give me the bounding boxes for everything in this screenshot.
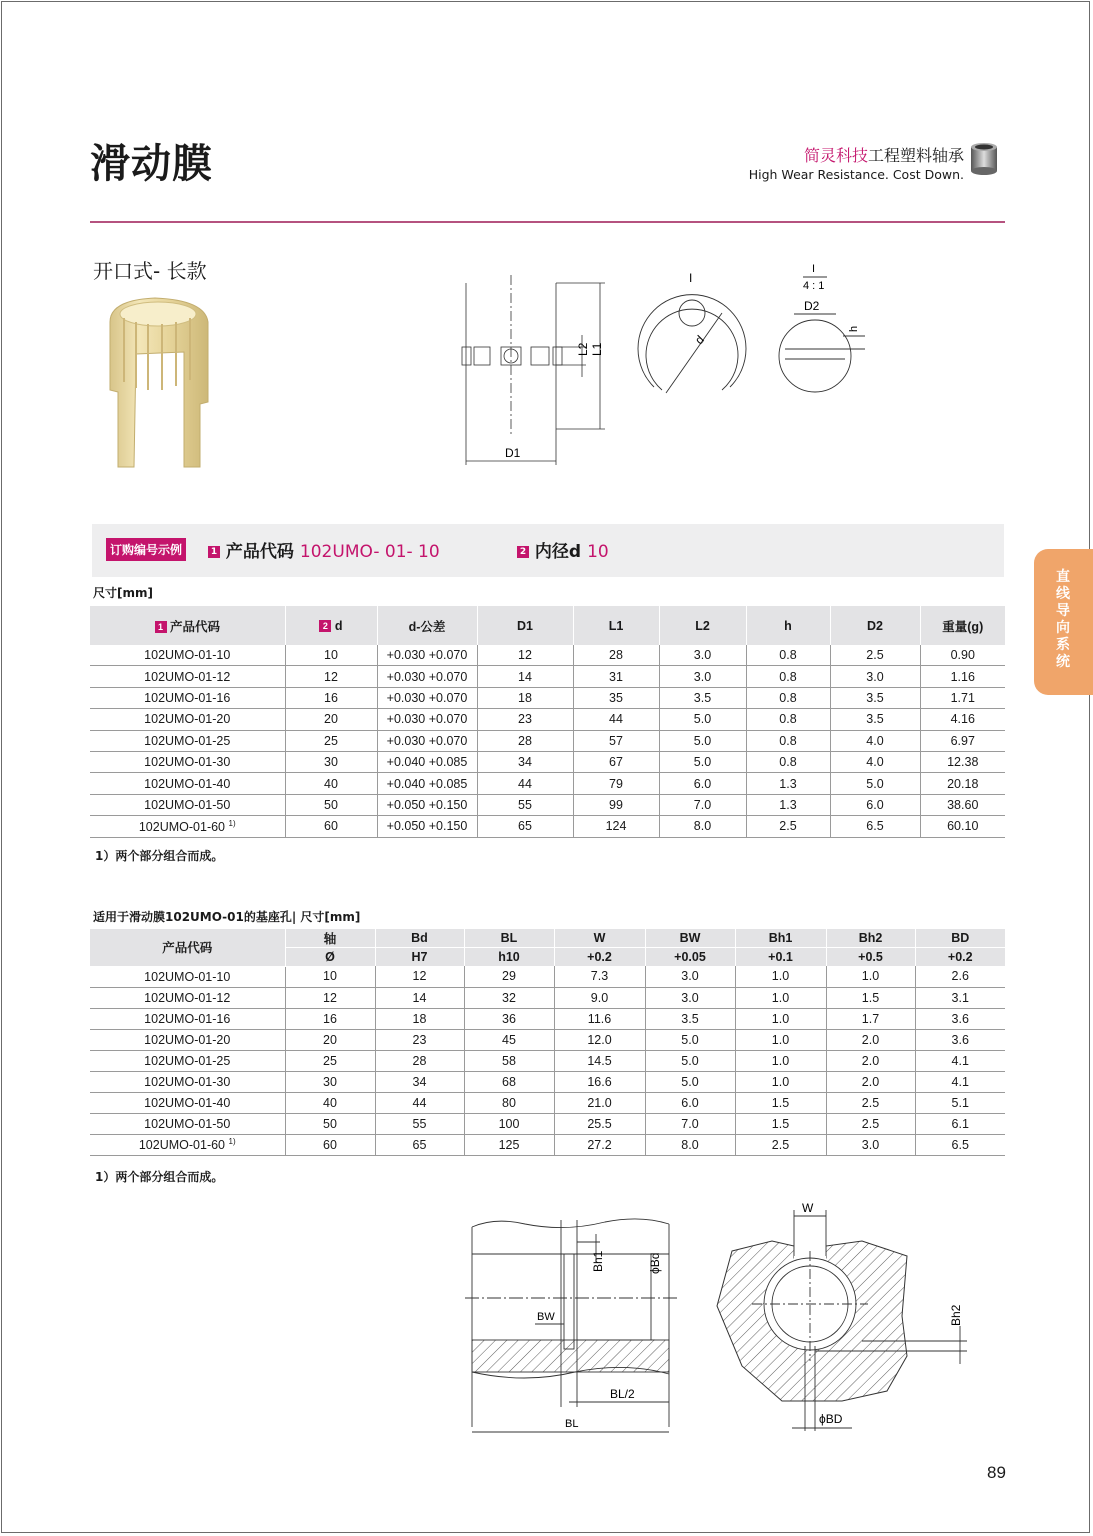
table-cell: 16 <box>285 1008 375 1029</box>
table-cell: 2.5 <box>826 1113 915 1134</box>
label-bh2: Bh2 <box>949 1304 963 1326</box>
page-title: 滑动膜 <box>90 141 213 187</box>
table-cell: 12 <box>285 666 377 687</box>
table-cell: 20 <box>285 1029 375 1050</box>
table-row <box>90 966 1005 987</box>
table-row <box>90 794 1005 815</box>
table-cell: 6.5 <box>915 1134 1005 1155</box>
table-cell: 1.0 <box>735 1071 826 1092</box>
label-bd: ϕBd <box>648 1252 662 1274</box>
table-cell: 4.0 <box>830 730 920 751</box>
table-row <box>90 1092 1005 1113</box>
label-i: I <box>689 271 693 285</box>
housing-table <box>90 929 1005 1156</box>
table-cell: 35 <box>573 687 659 708</box>
table-cell: 102UMO-01-12 <box>90 987 285 1008</box>
order-code-value: 102UMO- 01- 10 <box>299 542 440 562</box>
table-cell: 5.0 <box>659 730 746 751</box>
table-row <box>90 1071 1005 1092</box>
table-cell: 16.6 <box>554 1071 645 1092</box>
table-cell: 60 <box>285 816 377 837</box>
label-bl-half: BL/2 <box>610 1387 635 1401</box>
table-cell: 10 <box>285 645 377 666</box>
label-bl: BL <box>565 1418 579 1430</box>
table-cell: 102UMO-01-60 $^{1)}$ <box>90 1134 285 1155</box>
table-cell: 0.8 <box>746 730 830 751</box>
label-bw: BW <box>537 1311 555 1323</box>
table-row <box>90 687 1005 708</box>
table-cell: +0.050 +0.150 <box>377 794 477 815</box>
table-cell: 102UMO-01-30 <box>90 751 285 772</box>
table-cell: 1.0 <box>735 1050 826 1071</box>
label-bh1: Bh1 <box>591 1250 605 1272</box>
table-cell: 67 <box>573 751 659 772</box>
col-header: 重量(g) <box>920 606 1005 645</box>
num-badge: 2 <box>517 546 529 558</box>
table-cell: 5.0 <box>659 709 746 730</box>
table-cell: 21.0 <box>554 1092 645 1113</box>
table-cell: 2.0 <box>826 1071 915 1092</box>
table-cell: 50 <box>285 794 377 815</box>
table-cell: 102UMO-01-16 <box>90 1008 285 1029</box>
brand-slogan: High Wear Resistance. Cost Down. <box>748 167 964 182</box>
table-cell: 57 <box>573 730 659 751</box>
table-cell: 0.8 <box>746 645 830 666</box>
table-cell: 7.3 <box>554 966 645 987</box>
label-l2: L2 <box>576 342 590 356</box>
table-cell: 102UMO-01-50 <box>90 1113 285 1134</box>
table-cell: 30 <box>285 1071 375 1092</box>
table-cell: 3.0 <box>645 987 735 1008</box>
table-cell: 3.0 <box>830 666 920 687</box>
table-cell: 55 <box>375 1113 464 1134</box>
table-cell: 58 <box>464 1050 554 1071</box>
table-cell: 102UMO-01-60 $^{1)}$ <box>90 816 285 837</box>
col-header: BW <box>645 929 735 948</box>
label-l1: L1 <box>590 342 604 356</box>
col-subheader: +0.1 <box>735 948 826 967</box>
label-bd-small: ϕBD <box>819 1412 843 1426</box>
side-view-drawing <box>455 265 615 475</box>
table-cell: 28 <box>375 1050 464 1071</box>
label-scale: 4 : 1 <box>803 280 825 292</box>
table-cell: 7.0 <box>659 794 746 815</box>
table2-caption: 适用于滑动膜102UMO-01的基座孔| 尺寸[mm] <box>93 910 361 924</box>
table-cell: 44 <box>477 773 573 794</box>
col-subheader: +0.05 <box>645 948 735 967</box>
table-cell: 25 <box>285 1050 375 1071</box>
col-subheader: +0.5 <box>826 948 915 967</box>
col-header: W <box>554 929 645 948</box>
col-subheader: +0.2 <box>554 948 645 967</box>
table-cell: 2.6 <box>915 966 1005 987</box>
table-cell: 3.0 <box>659 645 746 666</box>
num-badge: 1 <box>208 546 220 558</box>
table-cell: 6.97 <box>920 730 1005 751</box>
table-cell: 23 <box>375 1029 464 1050</box>
table-cell: 20.18 <box>920 773 1005 794</box>
table2-footnote: 1）两个部分组合而成。 <box>95 1170 224 1184</box>
table-cell: 44 <box>375 1092 464 1113</box>
table-cell: 14.5 <box>554 1050 645 1071</box>
table-cell: +0.050 +0.150 <box>377 816 477 837</box>
table-cell: 1.7 <box>826 1008 915 1029</box>
table-cell: 2.0 <box>826 1050 915 1071</box>
side-tab <box>1034 549 1093 695</box>
table-cell: 2.5 <box>746 816 830 837</box>
table-cell: 1.0 <box>826 966 915 987</box>
table-cell: 102UMO-01-16 <box>90 687 285 708</box>
table-cell: 14 <box>477 666 573 687</box>
table-cell: 27.2 <box>554 1134 645 1155</box>
table-cell: 5.0 <box>645 1029 735 1050</box>
table-cell: 12 <box>285 987 375 1008</box>
table-cell: 44 <box>573 709 659 730</box>
table-cell: 14 <box>375 987 464 1008</box>
order-code-label: 产品代码 <box>225 542 294 562</box>
table-cell: 8.0 <box>645 1134 735 1155</box>
order-tag: 订购编号示例 <box>106 538 186 561</box>
table-cell: 5.0 <box>645 1071 735 1092</box>
table-cell: 38.60 <box>920 794 1005 815</box>
col-header: Bh2 <box>826 929 915 948</box>
table-cell: 28 <box>573 645 659 666</box>
table-cell: 34 <box>477 751 573 772</box>
table-cell: 8.0 <box>659 816 746 837</box>
col-header: BD <box>915 929 1005 948</box>
table-cell: 6.5 <box>830 816 920 837</box>
table-cell: 1.0 <box>735 1008 826 1029</box>
table-cell: +0.040 +0.085 <box>377 773 477 794</box>
table-cell: 1.5 <box>826 987 915 1008</box>
table-cell: 23 <box>477 709 573 730</box>
table-cell: 3.6 <box>915 1008 1005 1029</box>
table-cell: 5.0 <box>645 1050 735 1071</box>
table-cell: 18 <box>375 1008 464 1029</box>
table-cell: 16 <box>285 687 377 708</box>
table-header-row <box>90 929 1005 948</box>
table-cell: 9.0 <box>554 987 645 1008</box>
table-cell: 50 <box>285 1113 375 1134</box>
table-cell: +0.030 +0.070 <box>377 687 477 708</box>
table-cell: +0.030 +0.070 <box>377 645 477 666</box>
table-cell: 45 <box>464 1029 554 1050</box>
table-cell: 5.0 <box>830 773 920 794</box>
table-row <box>90 773 1005 794</box>
table-cell: 102UMO-01-12 <box>90 666 285 687</box>
table-cell: +0.030 +0.070 <box>377 730 477 751</box>
table-cell: 40 <box>285 1092 375 1113</box>
table-cell: 3.5 <box>645 1008 735 1029</box>
table-cell: 60.10 <box>920 816 1005 837</box>
col-header: D1 <box>477 606 573 645</box>
col-header: d-公差 <box>377 606 477 645</box>
table-row <box>90 645 1005 666</box>
table-row <box>90 1029 1005 1050</box>
table-row <box>90 987 1005 1008</box>
col-header: 轴 <box>285 929 375 948</box>
table-cell: 40 <box>285 773 377 794</box>
table-cell: 31 <box>573 666 659 687</box>
table-cell: 65 <box>477 816 573 837</box>
label-d: d <box>692 332 707 348</box>
table-cell: 18 <box>477 687 573 708</box>
table-cell: 5.0 <box>659 751 746 772</box>
page-number: 89 <box>987 1463 1006 1482</box>
col-header: D2 <box>830 606 920 645</box>
col-subheader: Ø <box>285 948 375 967</box>
table-cell: 102UMO-01-30 <box>90 1071 285 1092</box>
table-cell: 4.0 <box>830 751 920 772</box>
table-cell: 1.0 <box>735 987 826 1008</box>
table-cell: 100 <box>464 1113 554 1134</box>
table-cell: 102UMO-01-40 <box>90 1092 285 1113</box>
brand-block <box>749 143 964 182</box>
table-cell: 3.5 <box>659 687 746 708</box>
table-cell: 102UMO-01-20 <box>90 1029 285 1050</box>
table-row <box>90 709 1005 730</box>
table-cell: 1.16 <box>920 666 1005 687</box>
table-cell: 20 <box>285 709 377 730</box>
table-row <box>90 1113 1005 1134</box>
table-cell: 4.1 <box>915 1050 1005 1071</box>
table-cell: 1.5 <box>735 1092 826 1113</box>
table-cell: 2.0 <box>826 1029 915 1050</box>
table-cell: 102UMO-01-40 <box>90 773 285 794</box>
header-rule <box>90 221 1005 223</box>
table-cell: 3.1 <box>915 987 1005 1008</box>
col-subheader: h10 <box>464 948 554 967</box>
col-header: h <box>746 606 830 645</box>
detail-drawing <box>765 262 865 402</box>
table-cell: 28 <box>477 730 573 751</box>
table-row <box>90 751 1005 772</box>
table-cell: 102UMO-01-25 <box>90 1050 285 1071</box>
table-cell: 1.3 <box>746 794 830 815</box>
table-cell: 0.90 <box>920 645 1005 666</box>
table-cell: 3.0 <box>659 666 746 687</box>
table-cell: 68 <box>464 1071 554 1092</box>
table-cell: 2.5 <box>735 1134 826 1155</box>
label-d2: D2 <box>804 299 820 313</box>
table-cell: 3.5 <box>830 709 920 730</box>
table-cell: +0.030 +0.070 <box>377 709 477 730</box>
table-cell: 3.0 <box>826 1134 915 1155</box>
table-cell: 0.8 <box>746 687 830 708</box>
table-cell: 0.8 <box>746 709 830 730</box>
table-cell: 30 <box>285 751 377 772</box>
footnote-marker: 1) <box>228 818 236 828</box>
table-cell: 6.0 <box>645 1092 735 1113</box>
label-w: W <box>802 1201 814 1215</box>
table-cell: 11.6 <box>554 1008 645 1029</box>
col-header: L2 <box>659 606 746 645</box>
table-cell: 25.5 <box>554 1113 645 1134</box>
table-cell: 99 <box>573 794 659 815</box>
table-cell: 55 <box>477 794 573 815</box>
table-cell: 102UMO-01-10 <box>90 645 285 666</box>
col-header: BL <box>464 929 554 948</box>
col-header: Bd <box>375 929 464 948</box>
housing-end-drawing <box>712 1196 972 1441</box>
num-badge: 1 <box>155 621 167 633</box>
table-cell: 60 <box>285 1134 375 1155</box>
end-view-drawing <box>632 265 752 405</box>
table-cell: 5.1 <box>915 1092 1005 1113</box>
table-cell: 7.0 <box>645 1113 735 1134</box>
table-cell: 10 <box>285 966 375 987</box>
table-cell: 6.0 <box>659 773 746 794</box>
order-item-code <box>208 537 440 562</box>
table-cell: 32 <box>464 987 554 1008</box>
table-row <box>90 666 1005 687</box>
bearing-icon <box>968 140 1000 176</box>
label-detail-i: I <box>812 263 816 275</box>
order-diameter-value: 10 <box>587 542 609 562</box>
table-cell: 3.0 <box>645 966 735 987</box>
table-cell: 3.6 <box>915 1029 1005 1050</box>
col-header: L1 <box>573 606 659 645</box>
col-header: 产品代码 <box>90 929 285 966</box>
table-cell: 1.0 <box>735 1029 826 1050</box>
table-cell: 0.8 <box>746 666 830 687</box>
table-cell: 80 <box>464 1092 554 1113</box>
table-cell: 1.71 <box>920 687 1005 708</box>
table1-caption: 尺寸[mm] <box>93 586 153 600</box>
table-cell: +0.040 +0.085 <box>377 751 477 772</box>
table1-footnote: 1）两个部分组合而成。 <box>95 849 224 863</box>
table-cell: 25 <box>285 730 377 751</box>
table-cell: 79 <box>573 773 659 794</box>
table-header-row <box>90 606 1005 645</box>
table-cell: 102UMO-01-25 <box>90 730 285 751</box>
table-cell: 0.8 <box>746 751 830 772</box>
table-row <box>90 816 1005 837</box>
table-cell: 36 <box>464 1008 554 1029</box>
col-header: Bh1 <box>735 929 826 948</box>
table-row <box>90 1134 1005 1155</box>
table-cell: 1.3 <box>746 773 830 794</box>
product-photo <box>100 292 220 472</box>
order-item-diameter <box>517 537 609 562</box>
table-cell: 65 <box>375 1134 464 1155</box>
table-row <box>90 730 1005 751</box>
table-row <box>90 1008 1005 1029</box>
table-cell: 29 <box>464 966 554 987</box>
col-subheader: +0.2 <box>915 948 1005 967</box>
table-cell: 1.0 <box>735 966 826 987</box>
table-cell: 12.38 <box>920 751 1005 772</box>
table-cell: 102UMO-01-20 <box>90 709 285 730</box>
housing-section-drawing <box>465 1212 680 1442</box>
col-header: 2 d <box>285 606 377 645</box>
table-cell: 102UMO-01-10 <box>90 966 285 987</box>
table-cell: 12 <box>477 645 573 666</box>
brand-rest: 工程塑料轴承 <box>867 146 964 165</box>
dimension-table <box>90 606 1005 838</box>
col-header: 1 产品代码 <box>90 606 285 645</box>
table-cell: 102UMO-01-50 <box>90 794 285 815</box>
table-cell: 3.5 <box>830 687 920 708</box>
footnote-marker: 1) <box>228 1136 236 1146</box>
table-cell: 4.1 <box>915 1071 1005 1092</box>
table-cell: 34 <box>375 1071 464 1092</box>
table-cell: 2.5 <box>830 645 920 666</box>
side-tab-label: 直线导向系统 <box>1056 569 1070 670</box>
table-cell: 124 <box>573 816 659 837</box>
section-subtitle: 开口式- 长款 <box>93 259 207 283</box>
num-badge: 2 <box>319 620 331 632</box>
label-d1: D1 <box>505 446 521 460</box>
table-cell: 2.5 <box>826 1092 915 1113</box>
table-cell: 1.5 <box>735 1113 826 1134</box>
table-cell: 6.0 <box>830 794 920 815</box>
table-cell: 4.16 <box>920 709 1005 730</box>
table-cell: 6.1 <box>915 1113 1005 1134</box>
label-h: h <box>848 325 860 332</box>
table-cell: 125 <box>464 1134 554 1155</box>
col-subheader: H7 <box>375 948 464 967</box>
table-cell: 12 <box>375 966 464 987</box>
order-diameter-label: 内径d <box>534 542 582 562</box>
table-cell: 12.0 <box>554 1029 645 1050</box>
table-row <box>90 1050 1005 1071</box>
brand-name: 简灵科技 <box>803 146 868 165</box>
table-cell: +0.030 +0.070 <box>377 666 477 687</box>
